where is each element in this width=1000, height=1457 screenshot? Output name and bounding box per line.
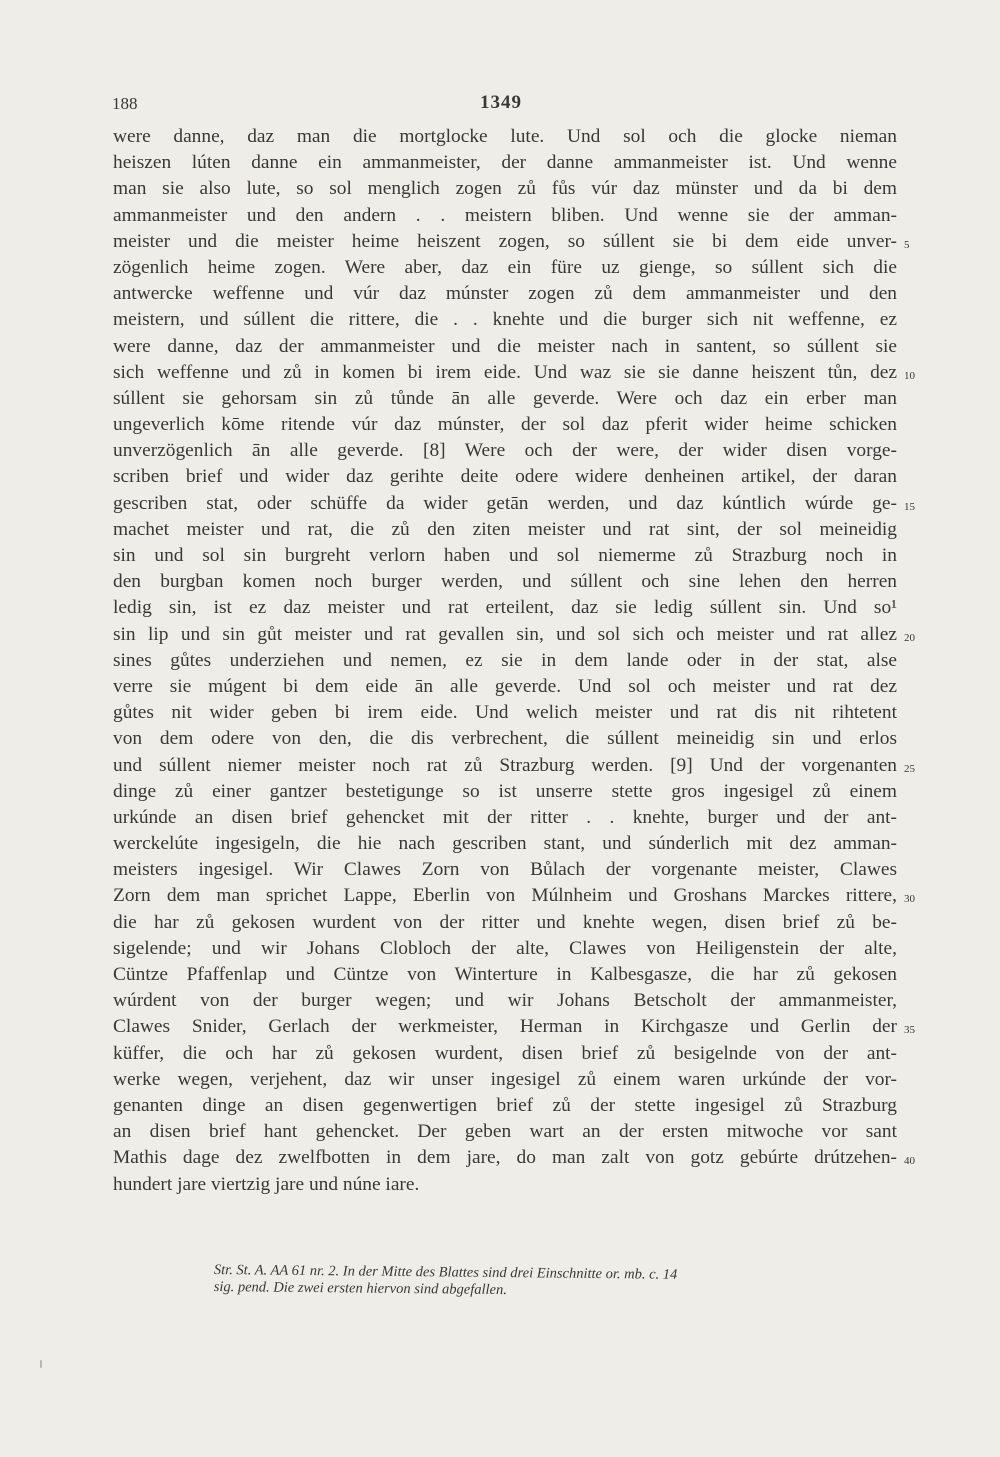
text-line: were danne, daz man die mortglocke lute. Und sol och die glocke nieman bbox=[113, 126, 897, 147]
line-number-margin bbox=[904, 124, 944, 1198]
line-number: 20 bbox=[904, 631, 915, 644]
text-line: were danne, daz der ammanmeister und die meister nach in santent, so súllent sie bbox=[113, 335, 897, 357]
text-line: ungeverlich kōme ritende vúr daz múnster, der sol daz pferit wider heime schicken bbox=[113, 414, 897, 436]
text-line: sich weffenne und zů in komen bi irem eide. Und waz sie sie danne heiszent tůn, dez bbox=[113, 361, 897, 383]
text-line: dinge zů einer gantzer bestetigunge so ist unserre stette gros ingesigel zů einem bbox=[113, 780, 897, 802]
text-line: den burgban komen noch burger werden, und súllent och sine lehen den herren bbox=[113, 571, 897, 593]
body-text bbox=[113, 124, 897, 1198]
line-number: 5 bbox=[904, 238, 910, 251]
text-line: machet meister und rat, die zů den ziten meister und rat sint, der sol meineidig bbox=[113, 518, 897, 540]
text-line: gescriben stat, oder schüffe da wider getān werden, und daz kúntlich wúrde ge- bbox=[113, 492, 897, 514]
text-line: sin und sol sin burgreht verlorn haben und sol niemerme zů Strazburg noch in bbox=[113, 545, 897, 566]
line-number: 35 bbox=[904, 1024, 915, 1037]
page-number: 188 bbox=[112, 94, 138, 113]
text-line: werckelúte ingesigeln, die hie nach gescriben stant, und súnderlich mit dez amman- bbox=[113, 833, 897, 855]
text-line: antwercke weffenne und vúr daz múnster zogen zů dem ammanmeister und den bbox=[113, 283, 897, 305]
text-line: sigelende; und wir Johans Clobloch der alte, Clawes von Heiligenstein der alte, bbox=[113, 937, 897, 959]
line-number: 40 bbox=[904, 1155, 915, 1168]
text-line: küffer, die och har zů gekosen wurdent, disen brief zů besigelnde von der ant- bbox=[113, 1042, 897, 1064]
paper-speck bbox=[40, 1360, 42, 1368]
text-line: gůtes nit wider geben bi irem eide. Und welich meister und rat dis nit rihtetent bbox=[113, 702, 897, 724]
text-line: von dem odere von den, die dis verbrechent, die súllent meineidig sin und erlos bbox=[113, 728, 897, 750]
text-line: heiszen lúten danne ein ammanmeister, der danne ammanmeister ist. Und wenne bbox=[113, 152, 897, 174]
text-line: wúrdent von der burger wegen; und wir Johans Betscholt der ammanmeister, bbox=[113, 990, 897, 1012]
text-line: verre sie múgent bi dem eide ān alle geverde. Und sol och meister und rat dez bbox=[113, 675, 897, 697]
text-line: scriben brief und wider daz gerihte deite odere widere denheinen artikel, der daran bbox=[113, 466, 897, 488]
text-line: und súllent niemer meister noch rat zů Strazburg werden. [9] Und der vorgenanten bbox=[113, 754, 897, 776]
line-number: 25 bbox=[904, 762, 915, 775]
text-line: unverzögenlich ān alle geverde. [8] Were och der were, der wider disen vorge- bbox=[113, 440, 897, 462]
text-line: hundert jare viertzig jare und núne iare. bbox=[113, 1173, 420, 1195]
footnote bbox=[214, 1262, 894, 1303]
text-line: súllent sie gehorsam sin zů tůnde ān alle geverde. Were och daz ein erber man bbox=[113, 387, 897, 409]
text-line: meister und die meister heime heiszent zogen, so súllent sie bi dem eide unver- bbox=[113, 230, 897, 252]
text-line: sines gůtes underziehen und nemen, ez sie in dem lande oder in der stat, alse bbox=[113, 649, 897, 671]
text-line: Cüntze Pfaffenlap und Cüntze von Winterture in Kalbesgasze, die har zů gekosen bbox=[113, 964, 897, 985]
text-line: Mathis dage dez zwelfbotten in dem jare, do man zalt von gotz gebúrte drútzehen- bbox=[113, 1147, 897, 1169]
text-line: Zorn dem man sprichet Lappe, Eberlin von Múlnheim und Groshans Marckes rittere, bbox=[113, 885, 897, 907]
text-line: man sie also lute, so sol menglich zogen zů fůs vúr daz münster und da bi dem bbox=[113, 178, 897, 200]
text-line: die har zů gekosen wurdent von der ritter und knehte wegen, disen brief zů be- bbox=[113, 911, 897, 933]
line-number: 10 bbox=[904, 369, 915, 382]
document-number: 1349 bbox=[480, 92, 522, 113]
line-number: 30 bbox=[904, 893, 915, 906]
text-line: ledig sin, ist ez daz meister und rat erteilent, daz sie ledig súllent sin. Und so¹ bbox=[113, 597, 897, 619]
text-line: werke wegen, verjehent, daz wir unser ingesigel zů einem waren urkúnde der vor- bbox=[113, 1068, 897, 1090]
line-number: 15 bbox=[904, 500, 915, 513]
text-line: genanten dinge an disen gegenwertigen brief zů der stette ingesigel zů Strazburg bbox=[113, 1094, 897, 1116]
text-line: urkúnde an disen brief gehencket mit der ritter . . knehte, burger und der ant- bbox=[113, 806, 897, 828]
text-line: meistern, und súllent die rittere, die . . knehte und die burger sich nit weffenne, ez bbox=[113, 309, 897, 331]
text-line: an disen brief hant gehencket. Der geben wart an der ersten mitwoche vor sant bbox=[113, 1121, 897, 1143]
text-line: sin lip und sin gůt meister und rat gevallen sin, und sol sich och meister und rat allez bbox=[113, 623, 897, 645]
text-line: meisters ingesigel. Wir Clawes Zorn von Bůlach der vorgenante meister, Clawes bbox=[113, 859, 897, 881]
text-line: Clawes Snider, Gerlach der werkmeister, Herman in Kirchgasze und Gerlin der bbox=[113, 1016, 897, 1038]
text-line: zögenlich heime zogen. Were aber, daz ein füre uz gienge, so súllent sich die bbox=[113, 256, 897, 278]
footnote-line: sig. pend. Die zwei ersten hiervon sind abgefallen. bbox=[213, 1278, 507, 1299]
text-line: ammanmeister und den andern . . meistern bliben. Und wenne sie der amman- bbox=[113, 204, 897, 226]
footnote-line: Str. St. A. AA 61 nr. 2. In der Mitte des Blattes sind drei Einschnitte or. mb. c. 14 bbox=[213, 1262, 678, 1283]
